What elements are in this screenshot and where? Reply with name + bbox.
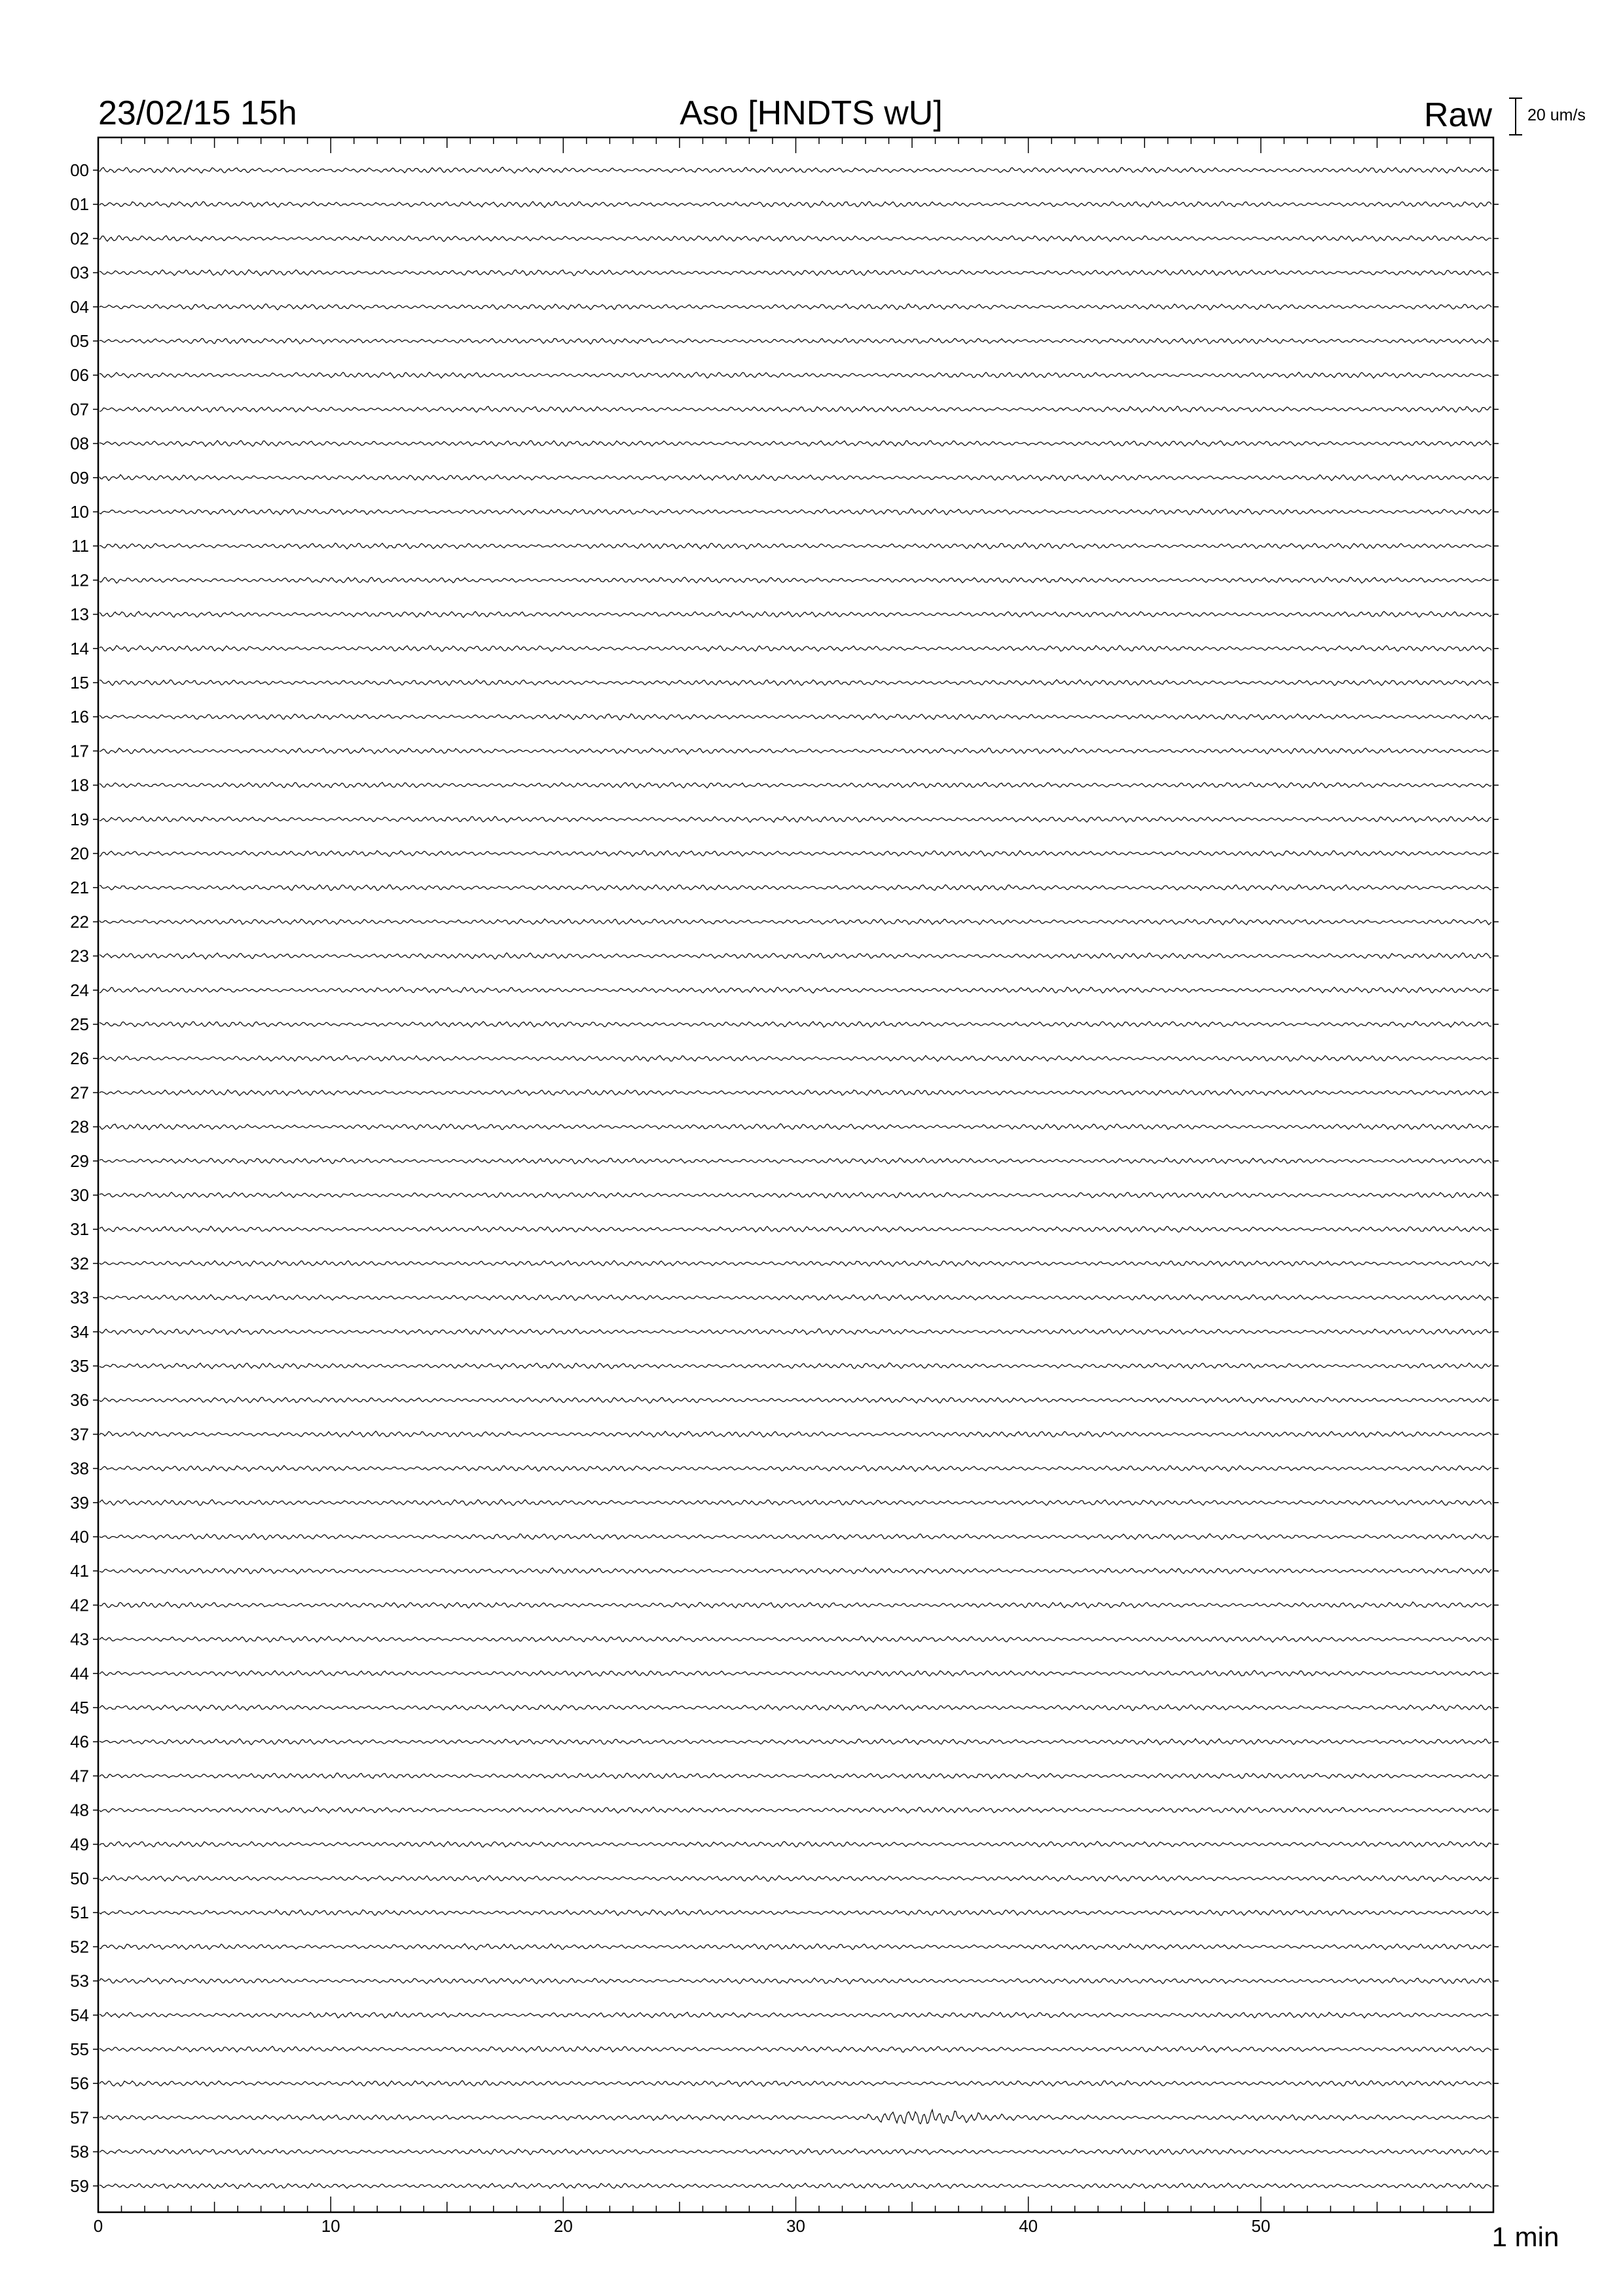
trace-line: [100, 1363, 1491, 1369]
row-label: 51: [70, 1903, 89, 1923]
row-label: 27: [70, 1083, 89, 1103]
trace-line: [100, 304, 1491, 310]
row-label: 42: [70, 1595, 89, 1615]
row-label: 17: [70, 741, 89, 761]
trace-line: [100, 1738, 1491, 1745]
row-label: 11: [71, 536, 89, 556]
trace-line: [100, 2110, 1491, 2125]
trace-line: [100, 748, 1491, 754]
trace-line: [100, 1431, 1491, 1437]
trace-line: [100, 885, 1491, 891]
row-label: 56: [70, 2073, 89, 2094]
row-label: 54: [70, 2005, 89, 2025]
trace-line: [100, 987, 1491, 993]
row-label: 36: [70, 1390, 89, 1410]
trace-line: [100, 1295, 1491, 1300]
trace-line: [100, 1465, 1491, 1471]
trace-line: [100, 714, 1491, 720]
row-label: 38: [70, 1458, 89, 1479]
row-label: 13: [70, 604, 89, 624]
trace-line: [100, 782, 1491, 788]
trace-line: [100, 475, 1491, 480]
row-label: 15: [70, 673, 89, 692]
trace-line: [100, 202, 1491, 208]
row-label: 06: [70, 365, 89, 386]
row-label: 22: [70, 912, 89, 932]
trace-line: [100, 543, 1491, 548]
trace-line: [100, 1022, 1491, 1028]
x-tick-label: 40: [1019, 2216, 1038, 2236]
trace-line: [100, 953, 1491, 960]
x-axis-unit-label: 1 min: [1491, 2221, 1559, 2252]
row-label: 57: [70, 2108, 89, 2128]
row-label: 33: [70, 1287, 89, 1308]
row-label: 50: [70, 1869, 89, 1888]
row-label: 26: [70, 1049, 89, 1069]
x-tick-label: 50: [1251, 2216, 1271, 2236]
row-label: 08: [70, 433, 89, 454]
row-label: 49: [70, 1834, 89, 1854]
trace-line: [100, 1261, 1491, 1266]
trace-line: [100, 1124, 1491, 1130]
trace-line: [100, 2081, 1491, 2087]
row-label: 03: [70, 262, 89, 283]
row-label: 48: [70, 1800, 89, 1820]
trace-line: [100, 680, 1491, 686]
row-label: 20: [70, 844, 89, 863]
trace-line: [100, 1397, 1491, 1403]
trace-line: [100, 1193, 1491, 1198]
row-label: 55: [70, 2039, 89, 2059]
row-label: 37: [70, 1424, 89, 1444]
row-label: 43: [70, 1629, 89, 1649]
row-label: 04: [70, 296, 89, 317]
row-label: 25: [70, 1014, 89, 1034]
trace-line: [100, 1670, 1491, 1676]
row-label: 23: [70, 946, 89, 966]
trace-line: [100, 1773, 1491, 1779]
row-label: 34: [70, 1321, 89, 1342]
trace-line: [100, 270, 1491, 276]
trace-line: [100, 1227, 1491, 1232]
trace-line: [100, 509, 1491, 515]
row-label: 02: [70, 228, 89, 249]
row-label: 24: [70, 980, 89, 1000]
trace-line: [100, 1534, 1491, 1539]
x-tick-label: 0: [93, 2216, 103, 2236]
row-label: 32: [70, 1253, 89, 1274]
row-label: 01: [70, 194, 89, 215]
trace-line: [100, 1841, 1491, 1847]
trace-line: [100, 1978, 1491, 1984]
trace-line: [100, 851, 1491, 857]
row-label: 31: [70, 1219, 89, 1240]
row-label: 10: [70, 502, 89, 522]
trace-line: [100, 1602, 1491, 1608]
row-label: 58: [70, 2142, 89, 2162]
trace-line: [100, 645, 1491, 651]
trace-line: [100, 2012, 1491, 2018]
trace-line: [100, 406, 1491, 412]
trace-line: [100, 167, 1491, 173]
x-tick-label: 10: [321, 2216, 340, 2236]
row-label: 07: [70, 399, 89, 420]
trace-line: [100, 1944, 1491, 1950]
trace-line: [100, 1910, 1491, 1916]
row-label: 30: [70, 1185, 89, 1205]
row-label: 45: [70, 1698, 89, 1717]
row-label: 12: [70, 570, 89, 590]
trace-line: [100, 611, 1491, 617]
trace-line: [100, 577, 1491, 583]
trace-line: [100, 919, 1491, 925]
trace-line: [100, 2149, 1491, 2155]
trace-line: [100, 2046, 1491, 2053]
trace-line: [100, 236, 1491, 242]
trace-line: [100, 1329, 1491, 1335]
plot-frame: [98, 137, 1493, 2212]
row-label: 14: [70, 638, 89, 658]
trace-line: [100, 338, 1491, 344]
trace-line: [100, 1568, 1491, 1574]
row-label: 16: [70, 707, 89, 727]
row-label: 18: [70, 775, 89, 795]
row-label: 09: [70, 467, 89, 488]
trace-line: [100, 1807, 1491, 1813]
row-label: 59: [70, 2176, 89, 2196]
row-label: 05: [70, 331, 89, 351]
row-label: 00: [70, 160, 89, 180]
row-label: 21: [70, 878, 89, 898]
trace-line: [100, 440, 1491, 446]
trace-line: [100, 372, 1491, 378]
trace-line: [100, 2183, 1491, 2189]
row-label: 39: [70, 1492, 89, 1513]
scale-label: 20 um/s: [1527, 106, 1586, 124]
trace-line: [100, 1499, 1491, 1505]
trace-line: [100, 1090, 1491, 1096]
x-tick-label: 20: [553, 2216, 573, 2236]
trace-line: [100, 1158, 1491, 1164]
datetime-label: 23/02/15 15h: [98, 94, 297, 132]
trace-line: [100, 816, 1491, 822]
row-label: 47: [70, 1766, 89, 1786]
station-title: Aso [HNDTS wU]: [680, 94, 943, 132]
row-label: 29: [70, 1151, 89, 1171]
row-label: 52: [70, 1937, 89, 1957]
trace-line: [100, 1056, 1491, 1062]
row-label: 19: [70, 809, 89, 829]
row-label: 41: [70, 1561, 89, 1581]
x-tick-label: 30: [786, 2216, 805, 2236]
row-label: 28: [70, 1117, 89, 1137]
row-label: 40: [70, 1527, 89, 1547]
row-label: 53: [70, 1971, 89, 1991]
trace-line: [100, 1876, 1491, 1882]
row-label: 46: [70, 1732, 89, 1752]
trace-line: [100, 1705, 1491, 1711]
row-label: 44: [70, 1663, 89, 1683]
mode-label: Raw: [1423, 96, 1492, 134]
row-label: 35: [70, 1356, 89, 1376]
trace-line: [100, 1636, 1491, 1642]
